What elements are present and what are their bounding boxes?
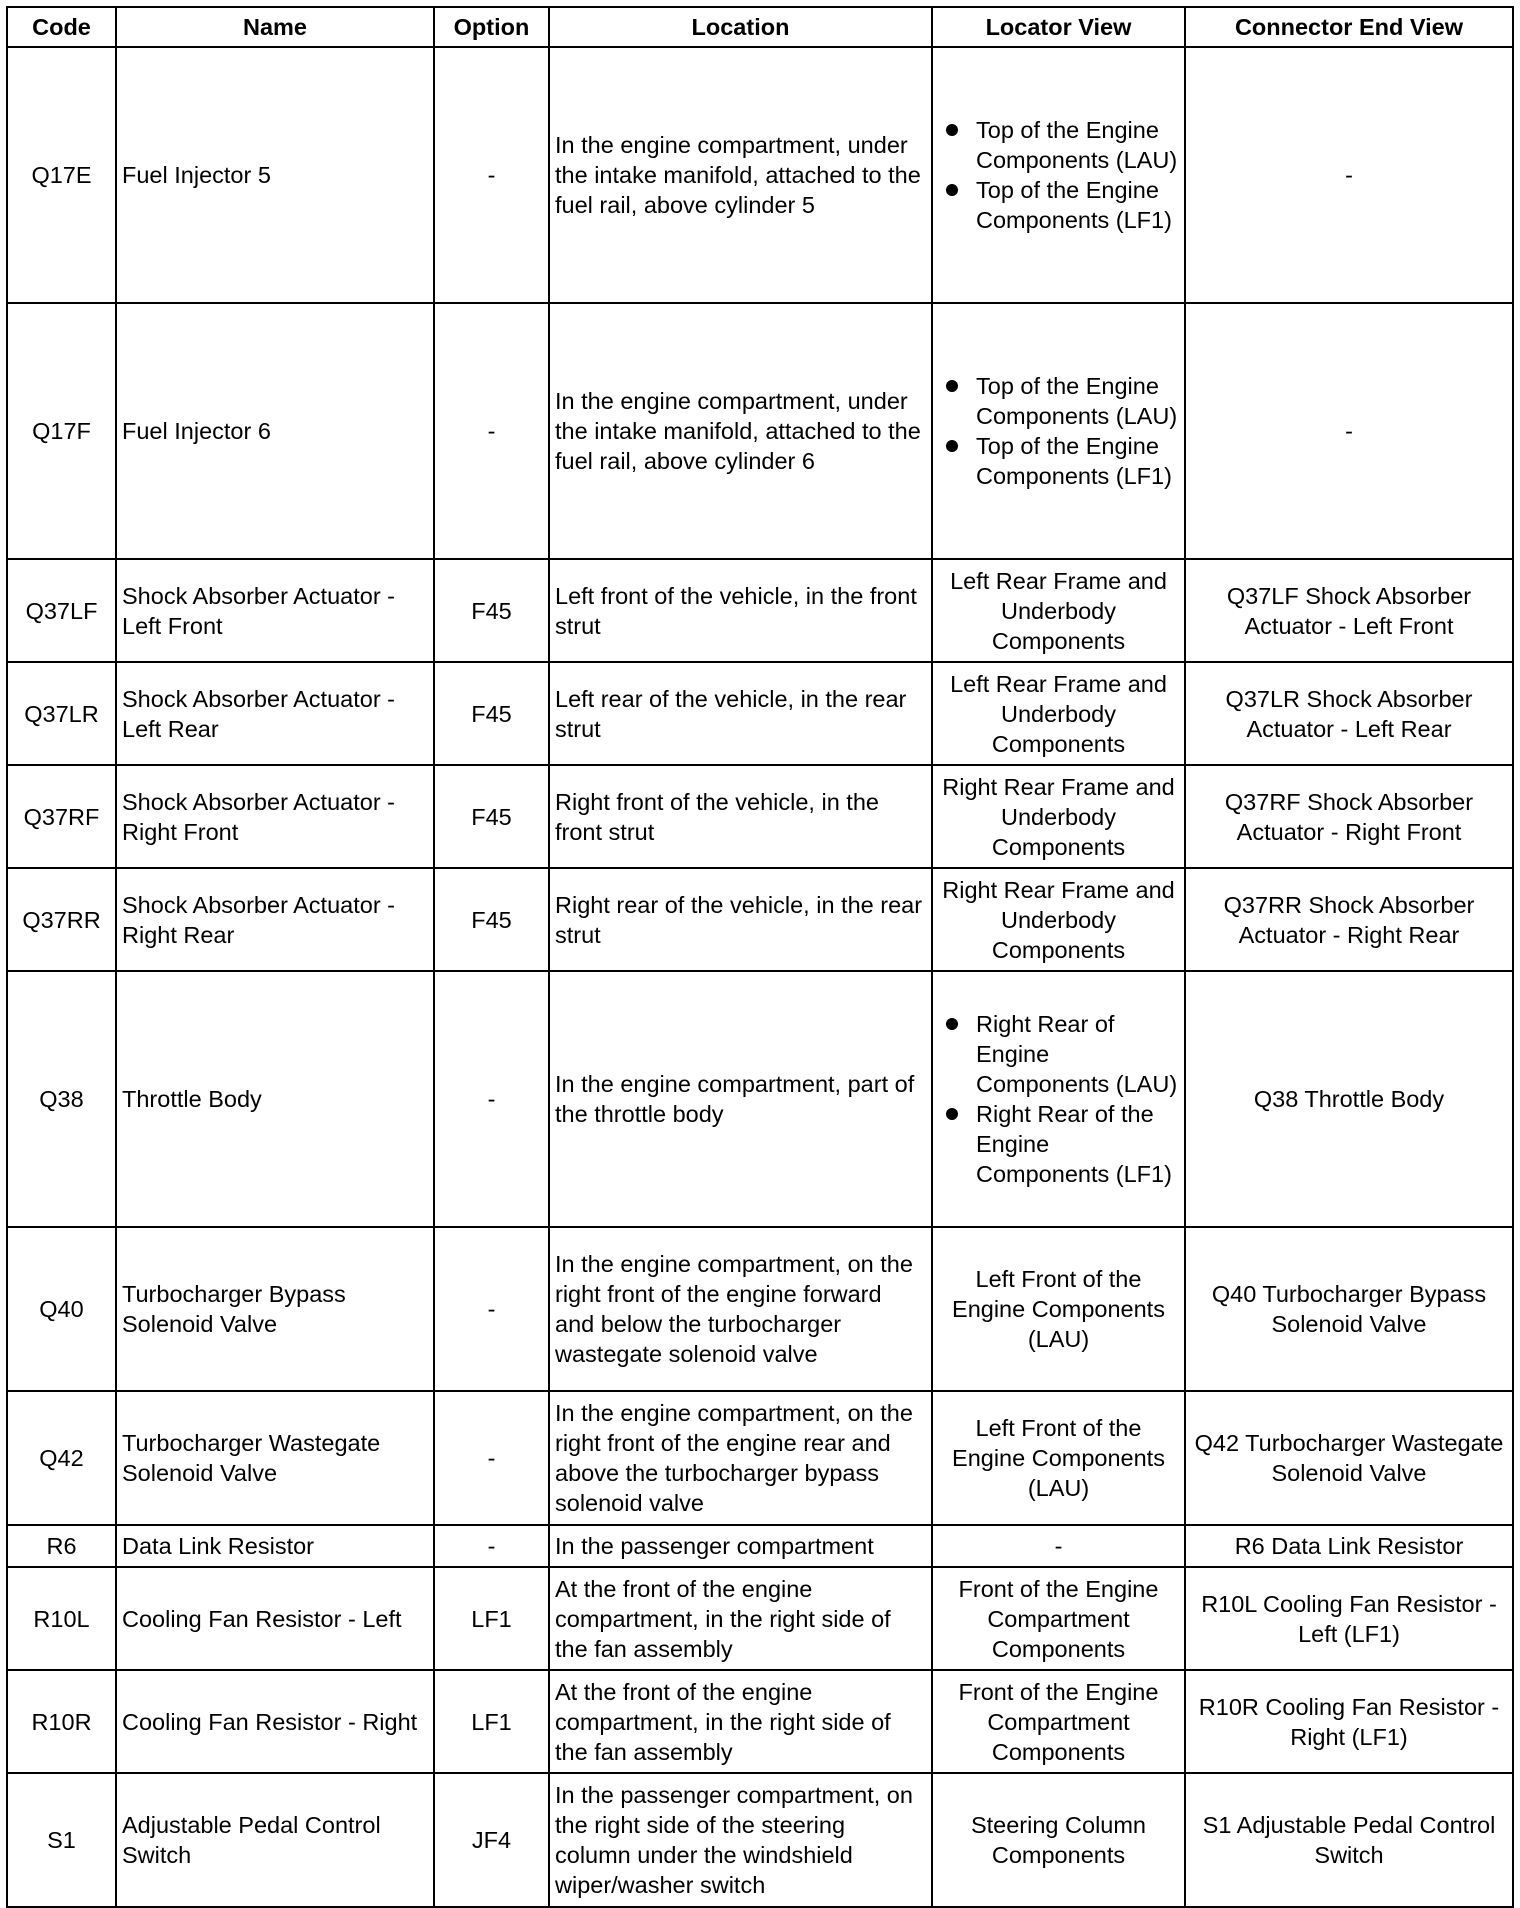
header-locator-view: Locator View (932, 7, 1185, 47)
cell-connector-end-view: Q37RF Shock Absorber Actuator - Right Front (1185, 765, 1513, 868)
locator-list-item: Right Rear of Engine Components (LAU) (976, 1011, 1178, 1097)
cell-name: Throttle Body (116, 971, 434, 1227)
locator-list (938, 371, 1179, 491)
cell-locator-view: Left Rear Frame and Underbody Components (932, 559, 1185, 662)
cell-code: Q17F (7, 303, 116, 559)
cell-location: Right front of the vehicle, in the front strut (549, 765, 932, 868)
table-row (7, 765, 1513, 868)
table-row (7, 868, 1513, 971)
cell-code: R10L (7, 1567, 116, 1670)
table-row (7, 662, 1513, 765)
cell-locator-view: Left Rear Frame and Underbody Components (932, 662, 1185, 765)
cell-locator-view: Front of the Engine Compartment Components (932, 1670, 1185, 1773)
cell-name: Cooling Fan Resistor - Right (116, 1670, 434, 1773)
cell-option: - (434, 971, 549, 1227)
header-row (7, 7, 1513, 47)
table-row (7, 1525, 1513, 1567)
header-code: Code (7, 7, 116, 47)
cell-option: F45 (434, 868, 549, 971)
cell-code: Q42 (7, 1391, 116, 1525)
header-option: Option (434, 7, 549, 47)
table-row (7, 303, 1513, 559)
cell-name: Shock Absorber Actuator - Right Front (116, 765, 434, 868)
cell-location: At the front of the engine compartment, in the right side of the fan assembly (549, 1670, 932, 1773)
cell-locator-view: Left Front of the Engine Components (LAU) (932, 1227, 1185, 1391)
cell-connector-end-view: R10L Cooling Fan Resistor - Left (LF1) (1185, 1567, 1513, 1670)
table-row (7, 1670, 1513, 1773)
cell-code: R6 (7, 1525, 116, 1567)
cell-name: Shock Absorber Actuator - Right Rear (116, 868, 434, 971)
cell-code: R10R (7, 1670, 116, 1773)
cell-location: In the engine compartment, under the intake manifold, attached to the fuel rail, above cylinder 5 (549, 47, 932, 303)
header-connector-end-view: Connector End View (1185, 7, 1513, 47)
cell-option: F45 (434, 662, 549, 765)
cell-location: In the engine compartment, on the right front of the engine forward and below the turbocharger wastegate solenoid valve (549, 1227, 932, 1391)
locator-list-item: Top of the Engine Components (LF1) (976, 431, 1179, 491)
locator-list-item: Top of the Engine Components (LAU) (976, 117, 1178, 173)
cell-locator-view: Steering Column Components (932, 1773, 1185, 1907)
table-row (7, 1773, 1513, 1907)
cell-location: Left front of the vehicle, in the front strut (549, 559, 932, 662)
locator-list (938, 1009, 1179, 1189)
cell-locator-view (932, 971, 1185, 1227)
table-row (7, 47, 1513, 303)
cell-option: - (434, 1525, 549, 1567)
cell-name: Adjustable Pedal Control Switch (116, 1773, 434, 1907)
cell-code: Q17E (7, 47, 116, 303)
cell-code: Q37LR (7, 662, 116, 765)
cell-connector-end-view: Q38 Throttle Body (1185, 971, 1513, 1227)
cell-locator-view: Front of the Engine Compartment Components (932, 1567, 1185, 1670)
table-row (7, 1391, 1513, 1525)
cell-code: Q37RR (7, 868, 116, 971)
cell-location: In the engine compartment, under the intake manifold, attached to the fuel rail, above cylinder 6 (549, 303, 932, 559)
cell-connector-end-view: Q37LF Shock Absorber Actuator - Left Front (1185, 559, 1513, 662)
cell-connector-end-view: R6 Data Link Resistor (1185, 1525, 1513, 1567)
table-row (7, 971, 1513, 1227)
cell-name: Fuel Injector 6 (116, 303, 434, 559)
cell-option: - (434, 47, 549, 303)
header-location: Location (549, 7, 932, 47)
cell-name: Turbocharger Wastegate Solenoid Valve (116, 1391, 434, 1525)
cell-connector-end-view: S1 Adjustable Pedal Control Switch (1185, 1773, 1513, 1907)
cell-option: F45 (434, 765, 549, 868)
cell-option: - (434, 1227, 549, 1391)
cell-connector-end-view: Q37LR Shock Absorber Actuator - Left Rear (1185, 662, 1513, 765)
cell-connector-end-view: - (1185, 47, 1513, 303)
locator-list-item: Right Rear of the Engine Components (LF1) (976, 1099, 1179, 1189)
locator-list (938, 115, 1179, 235)
cell-name: Shock Absorber Actuator - Left Rear (116, 662, 434, 765)
cell-option: LF1 (434, 1670, 549, 1773)
cell-locator-view: Left Front of the Engine Components (LAU) (932, 1391, 1185, 1525)
cell-code: S1 (7, 1773, 116, 1907)
cell-locator-view: Right Rear Frame and Underbody Components (932, 868, 1185, 971)
table-row (7, 559, 1513, 662)
header-name: Name (116, 7, 434, 47)
cell-code: Q37LF (7, 559, 116, 662)
cell-option: - (434, 1391, 549, 1525)
cell-connector-end-view: Q40 Turbocharger Bypass Solenoid Valve (1185, 1227, 1513, 1391)
cell-locator-view: Right Rear Frame and Underbody Components (932, 765, 1185, 868)
cell-location: Left rear of the vehicle, in the rear strut (549, 662, 932, 765)
cell-option: F45 (434, 559, 549, 662)
component-locator-table (6, 6, 1514, 1908)
cell-option: LF1 (434, 1567, 549, 1670)
cell-name: Cooling Fan Resistor - Left (116, 1567, 434, 1670)
cell-location: Right rear of the vehicle, in the rear strut (549, 868, 932, 971)
cell-connector-end-view: Q37RR Shock Absorber Actuator - Right Rear (1185, 868, 1513, 971)
cell-location: In the passenger compartment, on the right side of the steering column under the windshield wiper/washer switch (549, 1773, 932, 1907)
table-row (7, 1567, 1513, 1670)
locator-list-item: Top of the Engine Components (LAU) (976, 373, 1178, 429)
cell-code: Q38 (7, 971, 116, 1227)
cell-name: Fuel Injector 5 (116, 47, 434, 303)
cell-name: Turbocharger Bypass Solenoid Valve (116, 1227, 434, 1391)
cell-code: Q40 (7, 1227, 116, 1391)
locator-list-item: Top of the Engine Components (LF1) (976, 175, 1179, 235)
cell-name: Shock Absorber Actuator - Left Front (116, 559, 434, 662)
cell-connector-end-view: R10R Cooling Fan Resistor - Right (LF1) (1185, 1670, 1513, 1773)
cell-connector-end-view: - (1185, 303, 1513, 559)
cell-locator-view: - (932, 1525, 1185, 1567)
table-row (7, 1227, 1513, 1391)
cell-connector-end-view: Q42 Turbocharger Wastegate Solenoid Valve (1185, 1391, 1513, 1525)
cell-code: Q37RF (7, 765, 116, 868)
cell-option: - (434, 303, 549, 559)
cell-option: JF4 (434, 1773, 549, 1907)
cell-locator-view (932, 303, 1185, 559)
cell-location: At the front of the engine compartment, in the right side of the fan assembly (549, 1567, 932, 1670)
cell-locator-view (932, 47, 1185, 303)
cell-location: In the engine compartment, on the right front of the engine rear and above the turbocharger bypass solenoid valve (549, 1391, 932, 1525)
cell-name: Data Link Resistor (116, 1525, 434, 1567)
cell-location: In the engine compartment, part of the throttle body (549, 971, 932, 1227)
cell-location: In the passenger compartment (549, 1525, 932, 1567)
